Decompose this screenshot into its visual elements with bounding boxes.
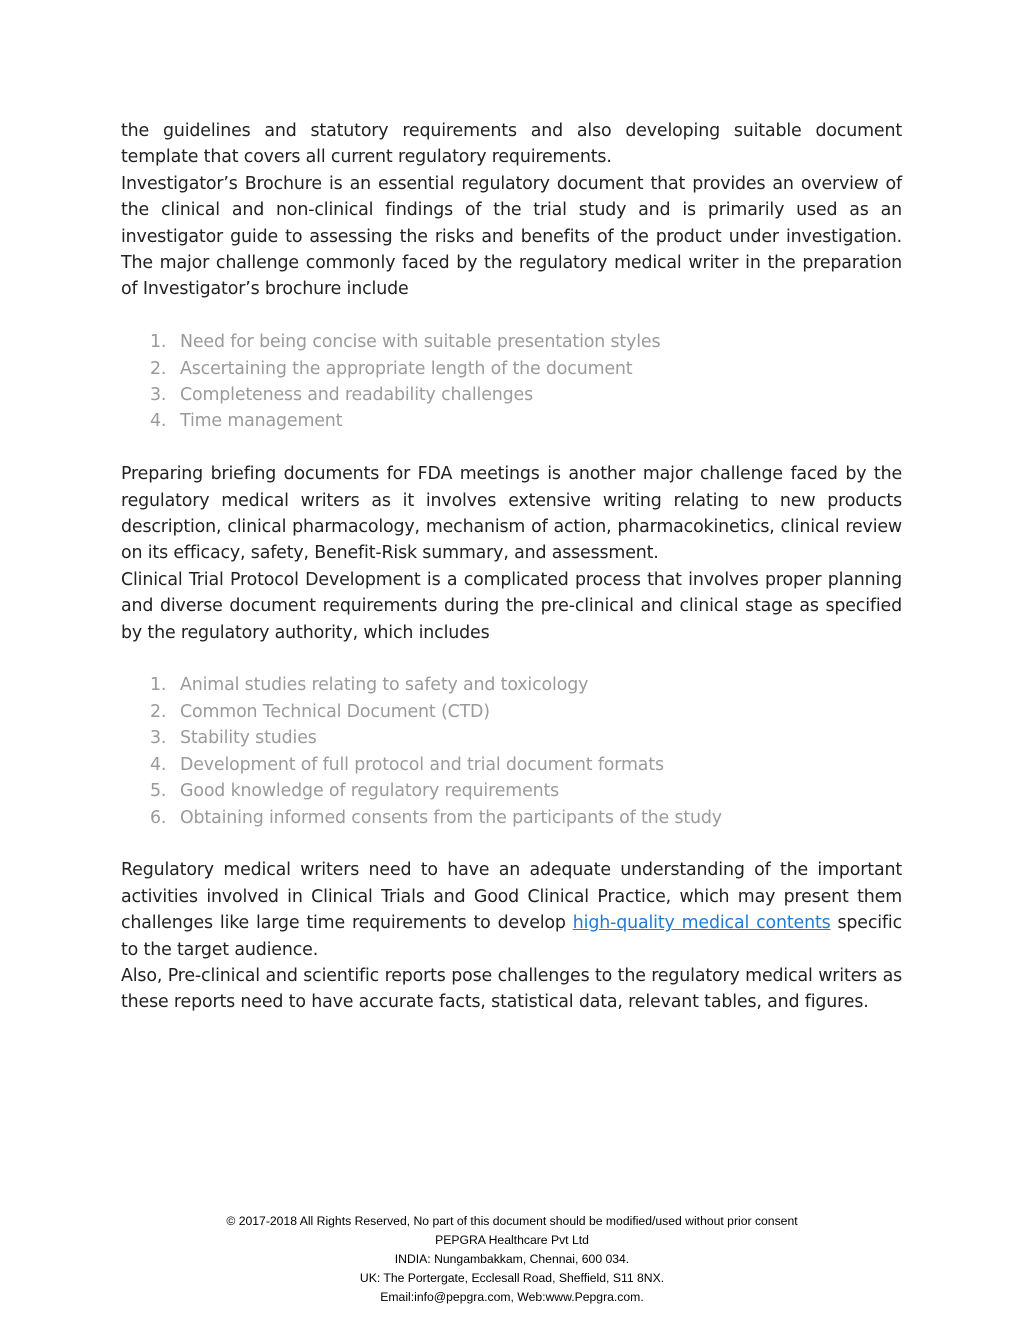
list-item xyxy=(121,805,902,831)
list-item xyxy=(121,382,902,408)
paragraph-guidelines: the guidelines and statutory requirements and also developing suitable document template that covers all current regulatory requirements. xyxy=(121,121,902,168)
list-item xyxy=(121,725,902,751)
page-footer xyxy=(0,1212,1024,1307)
footer-uk-address: UK: The Portergate, Ecclesall Road, Sheffield, S11 8NX. xyxy=(359,1271,665,1285)
list-number: 2. xyxy=(150,358,167,379)
list-number: 3. xyxy=(150,385,167,406)
footer-copyright: © 2017-2018 All Rights Reserved, No part of this document should be modified/used without prior consent xyxy=(226,1214,798,1228)
list-item-text: Development of full protocol and trial document formats xyxy=(180,754,664,775)
list-item-text: Obtaining informed consents from the participants of the study xyxy=(180,807,722,828)
list-number: 2. xyxy=(150,701,167,722)
spacer xyxy=(121,831,902,857)
list-item-text: Stability studies xyxy=(180,728,317,749)
list-item-text: Animal studies relating to safety and toxicology xyxy=(180,675,589,696)
list-item-text: Ascertaining the appropriate length of the document xyxy=(180,358,633,379)
paragraph-protocol-development: Clinical Trial Protocol Development is a complicated process that involves proper planning and diverse document requirements during the pre-clinical and clinical stage as specified by the regulatory authority, which includes xyxy=(121,569,902,643)
list-item xyxy=(121,778,902,804)
medical-contents-link[interactable]: high-quality medical contents xyxy=(572,913,831,934)
list-number: 1. xyxy=(150,675,167,696)
list-item xyxy=(121,699,902,725)
spacer xyxy=(121,303,902,329)
protocol-requirements-list xyxy=(121,672,902,830)
list-number: 4. xyxy=(150,411,167,432)
brochure-challenges-list xyxy=(121,329,902,435)
paragraph-preclinical-reports: Also, Pre-clinical and scientific reports pose challenges to the regulatory medical writers as these reports need to have accurate facts, statistical data, relevant tables, and figures. xyxy=(121,965,902,1013)
list-item-text: Need for being concise with suitable presentation styles xyxy=(180,332,661,353)
footer-india-address: INDIA: Nungambakkam, Chennai, 600 034. xyxy=(394,1252,630,1266)
list-number: 4. xyxy=(150,754,167,775)
list-number: 6. xyxy=(150,807,167,828)
paragraph-investigators-brochure: Investigator’s Brochure is an essential regulatory document that provides an overview of the clinical and non-clinical findings of the trial study and is primarily used as an investigator guide to assessing the risks and benefits of the product under investigation. The major challenge commonly faced by the regulatory medical writer in the preparation of Investigator’s brochure include xyxy=(121,173,902,300)
list-number: 5. xyxy=(150,781,167,802)
list-item-text: Time management xyxy=(180,411,343,432)
spacer xyxy=(121,646,902,672)
list-item xyxy=(121,329,902,355)
paragraph-text: Regulatory medical writers need to have an adequate understanding of the important activities involved in Clinical Trials and Good Clinical Practice, which may present them challenges like large time requirements to develop xyxy=(121,860,902,934)
paragraph-text: specific to the target audience. xyxy=(121,913,902,960)
list-item-text: Good knowledge of regulatory requirements xyxy=(180,781,560,802)
document-body xyxy=(121,118,902,1016)
list-item-text: Common Technical Document (CTD) xyxy=(180,701,490,722)
spacer xyxy=(121,435,902,461)
list-item xyxy=(121,672,902,698)
list-item xyxy=(121,408,902,434)
list-item xyxy=(121,752,902,778)
list-item xyxy=(121,356,902,382)
paragraph-medical-writers xyxy=(121,857,902,963)
list-number: 3. xyxy=(150,728,167,749)
footer-contact: Email:info@pepgra.com, Web:www.Pepgra.com. xyxy=(380,1290,644,1304)
list-number: 1. xyxy=(150,332,167,353)
list-item-text: Completeness and readability challenges xyxy=(180,385,533,406)
footer-company: PEPGRA Healthcare Pvt Ltd xyxy=(435,1233,589,1247)
paragraph-fda-briefing: Preparing briefing documents for FDA meetings is another major challenge faced by the regulatory medical writers as it involves extensive writing relating to new products description, clinical pharmacology, mechanism of action, pharmacokinetics, clinical review on its efficacy, safety, Benefit-Risk summary, and assessment. xyxy=(121,464,902,564)
